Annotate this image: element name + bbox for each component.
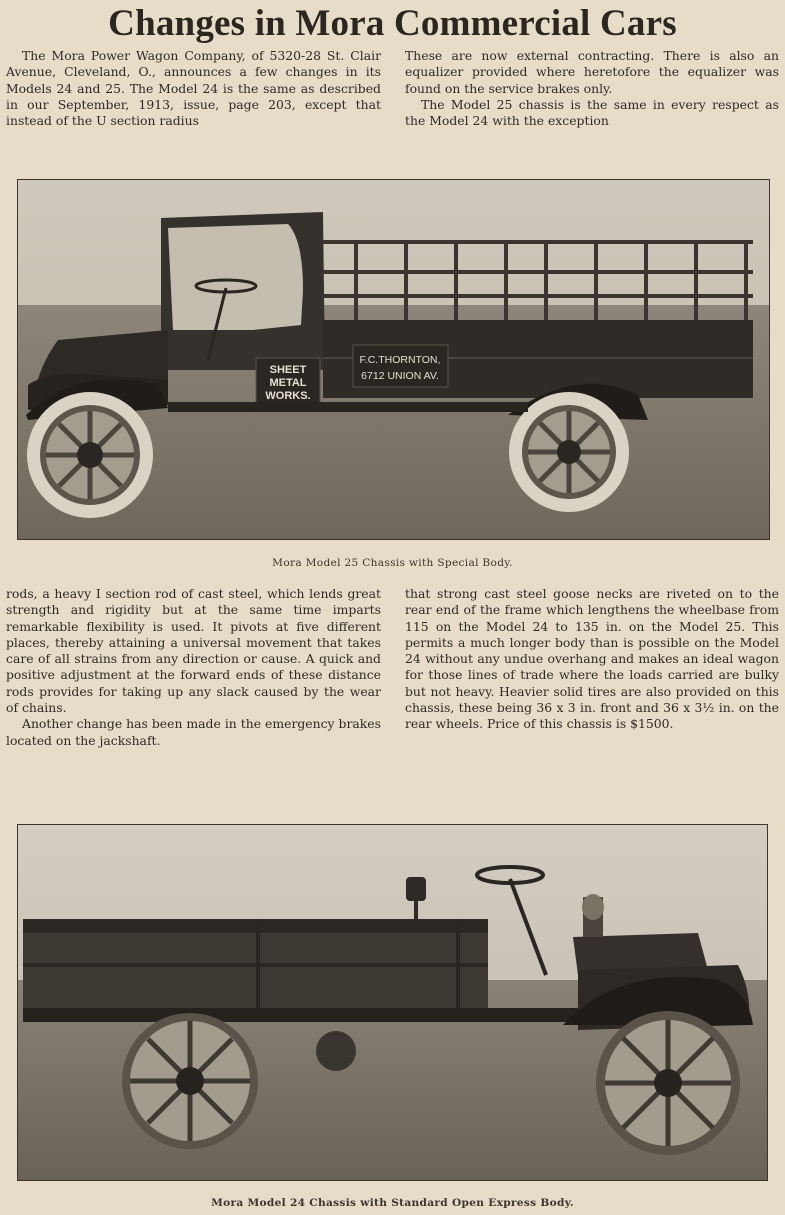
sign-left-line-2: METAL bbox=[269, 377, 307, 389]
photo-model-25-truck bbox=[17, 179, 770, 540]
front-wheel bbox=[27, 392, 153, 518]
paragraph: rods, a heavy I section rod of cast steel, which lends great strength and rigidity but at the same time imparts remarkable flexibility is used. It pivots at five different places, thereby attaining a universal movement that takes care of all strains from any direction or cause. A quick and positive adjustment at the forward ends of these distance rods provides for taking up any slack caused by the wear of chains. bbox=[6, 586, 381, 716]
text-column-top-left bbox=[6, 48, 381, 129]
text-column-mid-right bbox=[405, 586, 779, 733]
truck-illustration bbox=[18, 825, 767, 1180]
front-wheel bbox=[596, 1011, 740, 1155]
sign-right-line-2: 6712 UNION AV. bbox=[361, 370, 439, 382]
rear-wheel bbox=[122, 1013, 258, 1149]
text-column-top-right bbox=[405, 48, 779, 129]
sign-left-line-1: SHEET bbox=[269, 364, 307, 376]
text-column-mid-left bbox=[6, 586, 381, 749]
paragraph: that strong cast steel goose necks are riveted on to the rear end of the frame which lengthens the wheelbase from 115 on the Model 24 to 135 in. on the Model 25. This permits a much longer body than is possible on the Model 24 without any undue overhang and makes an ideal wagon for those lines of trade where the loads carried are bulky but not heavy. Heavier solid tires are also provided on this chassis, these being 36 x 3 in. front and 36 x 3½ in. on the rear wheels. Price of this chassis is $1500. bbox=[405, 586, 779, 732]
figure-caption-1: Mora Model 25 Chassis with Special Body. bbox=[272, 557, 513, 569]
article-title: Changes in Mora Commercial Cars bbox=[108, 3, 677, 44]
photo-model-24-truck bbox=[17, 824, 768, 1181]
paragraph: These are now external contracting. There is also an equalizer provided where heretofore the equalizer was found on the service brakes only. bbox=[405, 48, 779, 96]
paragraph: The Mora Power Wagon Company, of 5320-28 St. Clair Avenue, Cleveland, O., announces a few changes in its Models 24 and 25. The Model 24 is the same as described in our September, 1913, issue, page 203, except that instead of the U section radius bbox=[6, 48, 381, 129]
sign-left-line-3: WORKS. bbox=[265, 390, 311, 402]
truck-illustration bbox=[18, 180, 769, 539]
sign-right-line-1: F.C.THORNTON, bbox=[359, 354, 441, 366]
paragraph: Another change has been made in the emergency brakes located on the jackshaft. bbox=[6, 716, 381, 748]
paragraph: The Model 25 chassis is the same in every respect as the Model 24 with the exception bbox=[405, 96, 779, 129]
figure-caption-2: Mora Model 24 Chassis with Standard Open Express Body. bbox=[211, 1197, 574, 1209]
